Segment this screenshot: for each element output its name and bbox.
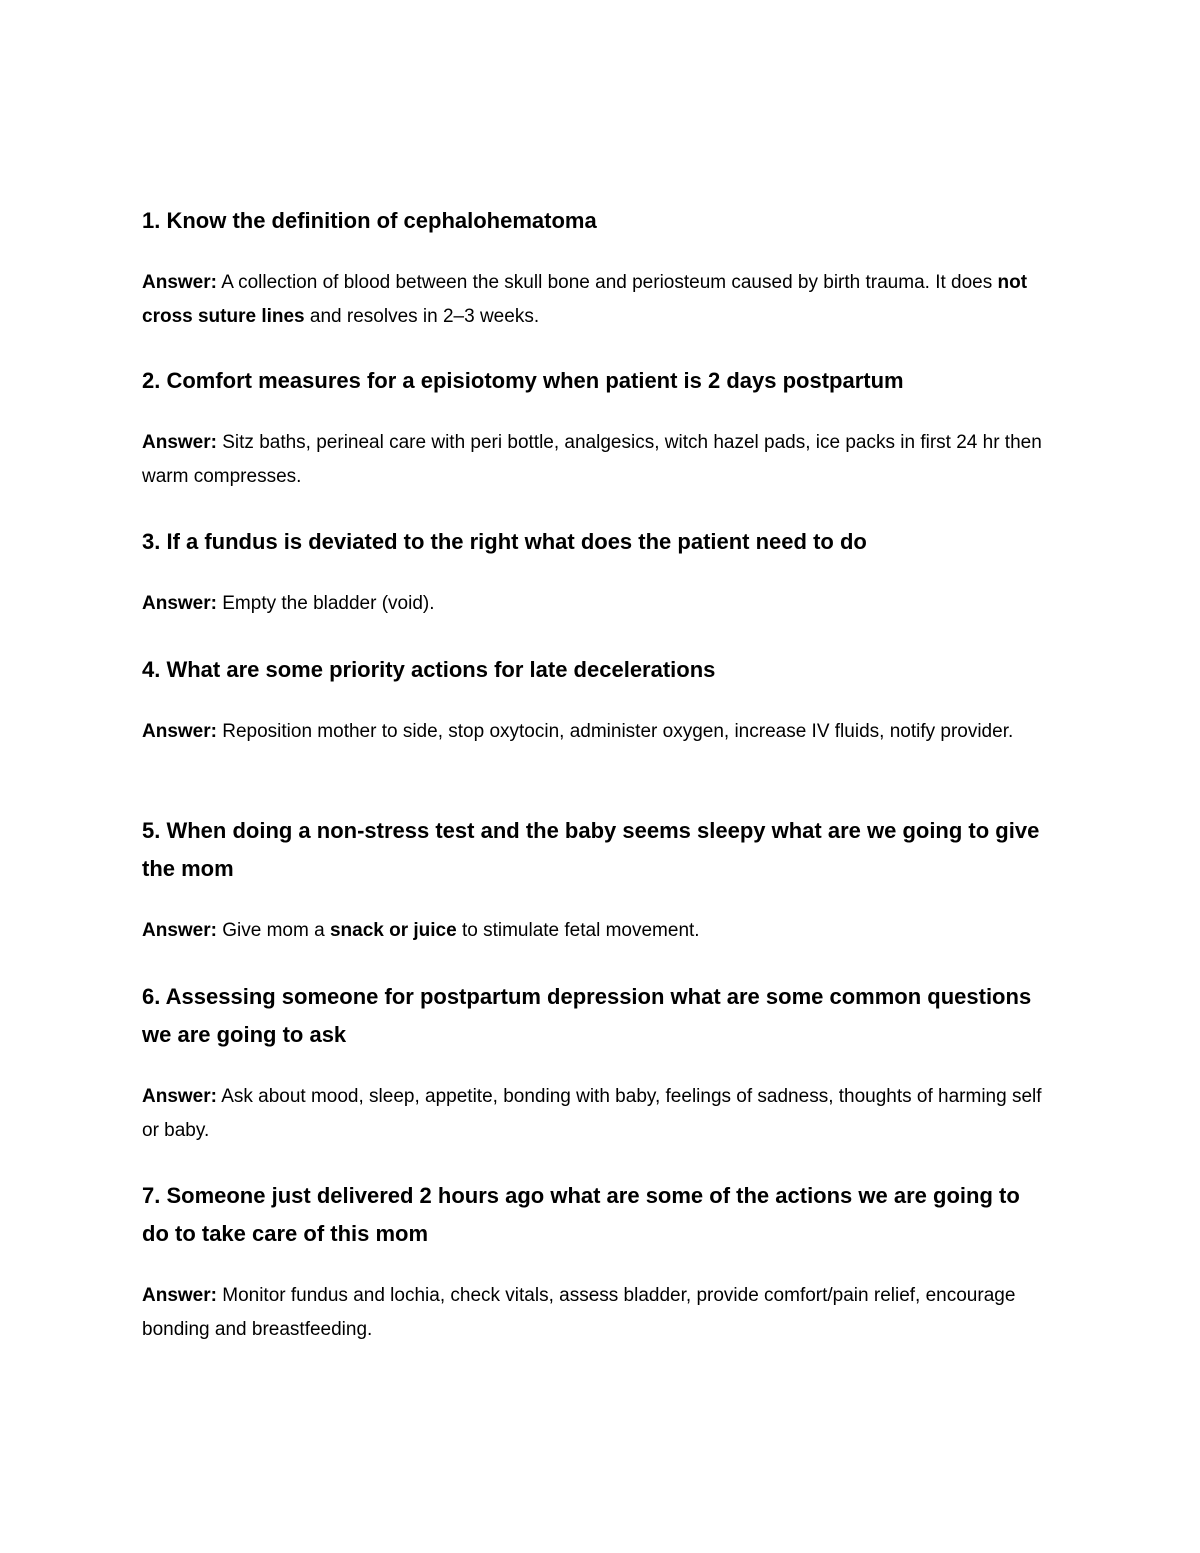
qa-item-2 (142, 362, 1052, 494)
answer-label: Answer: (142, 1086, 217, 1107)
answer-4: Answer: Reposition mother to side, stop oxytocin, administer oxygen, increase IV fluids, notify provider. (142, 721, 1014, 742)
question-1: 1. Know the definition of cephalohematoma (142, 208, 597, 233)
qa-item-5 (142, 812, 1052, 948)
question-2: 2. Comfort measures for a episiotomy when patient is 2 days postpartum (142, 368, 904, 393)
qa-item-6 (142, 978, 1052, 1148)
answer-6: Answer: Ask about mood, sleep, appetite, bonding with baby, feelings of sadness, thoughts of harming self or baby. (142, 1086, 1042, 1141)
answer-1: Answer: A collection of blood between the skull bone and periosteum caused by birth trauma. It does not cross suture lines and resolves in 2–3 weeks. (142, 272, 1028, 327)
question-7: 7. Someone just delivered 2 hours ago what are some of the actions we are going to do to take care of this mom (142, 1183, 1020, 1246)
answer-label: Answer: (142, 432, 217, 453)
answer-label: Answer: (142, 593, 217, 614)
answer-2: Answer: Sitz baths, perineal care with peri bottle, analgesics, witch hazel pads, ice packs in first 24 hr then warm compresses. (142, 432, 1042, 487)
qa-item-7 (142, 1177, 1052, 1347)
qa-item-1 (142, 202, 1052, 334)
qa-item-3 (142, 523, 1052, 621)
answer-label: Answer: (142, 272, 217, 293)
question-4: 4. What are some priority actions for late decelerations (142, 657, 716, 682)
answer-label: Answer: (142, 1285, 217, 1306)
answer-emphasis: snack or juice (329, 920, 457, 941)
answer-emphasis: not cross suture lines (142, 272, 1028, 327)
question-6: 6. Assessing someone for postpartum depression what are some common questions we are going to ask (142, 984, 1032, 1047)
qa-item-4 (142, 651, 1052, 749)
answer-3: Answer: Empty the bladder (void). (142, 593, 435, 614)
answer-5: Answer: Give mom a snack or juice to stimulate fetal movement. (142, 920, 700, 941)
question-3: 3. If a fundus is deviated to the right what does the patient need to do (142, 529, 867, 554)
answer-7: Answer: Monitor fundus and lochia, check vitals, assess bladder, provide comfort/pain relief, encourage bonding and breastfeeding. (142, 1285, 1016, 1340)
question-5: 5. When doing a non-stress test and the baby seems sleepy what are we going to give the mom (142, 818, 1040, 881)
answer-label: Answer: (142, 721, 217, 742)
answer-label: Answer: (142, 920, 217, 941)
